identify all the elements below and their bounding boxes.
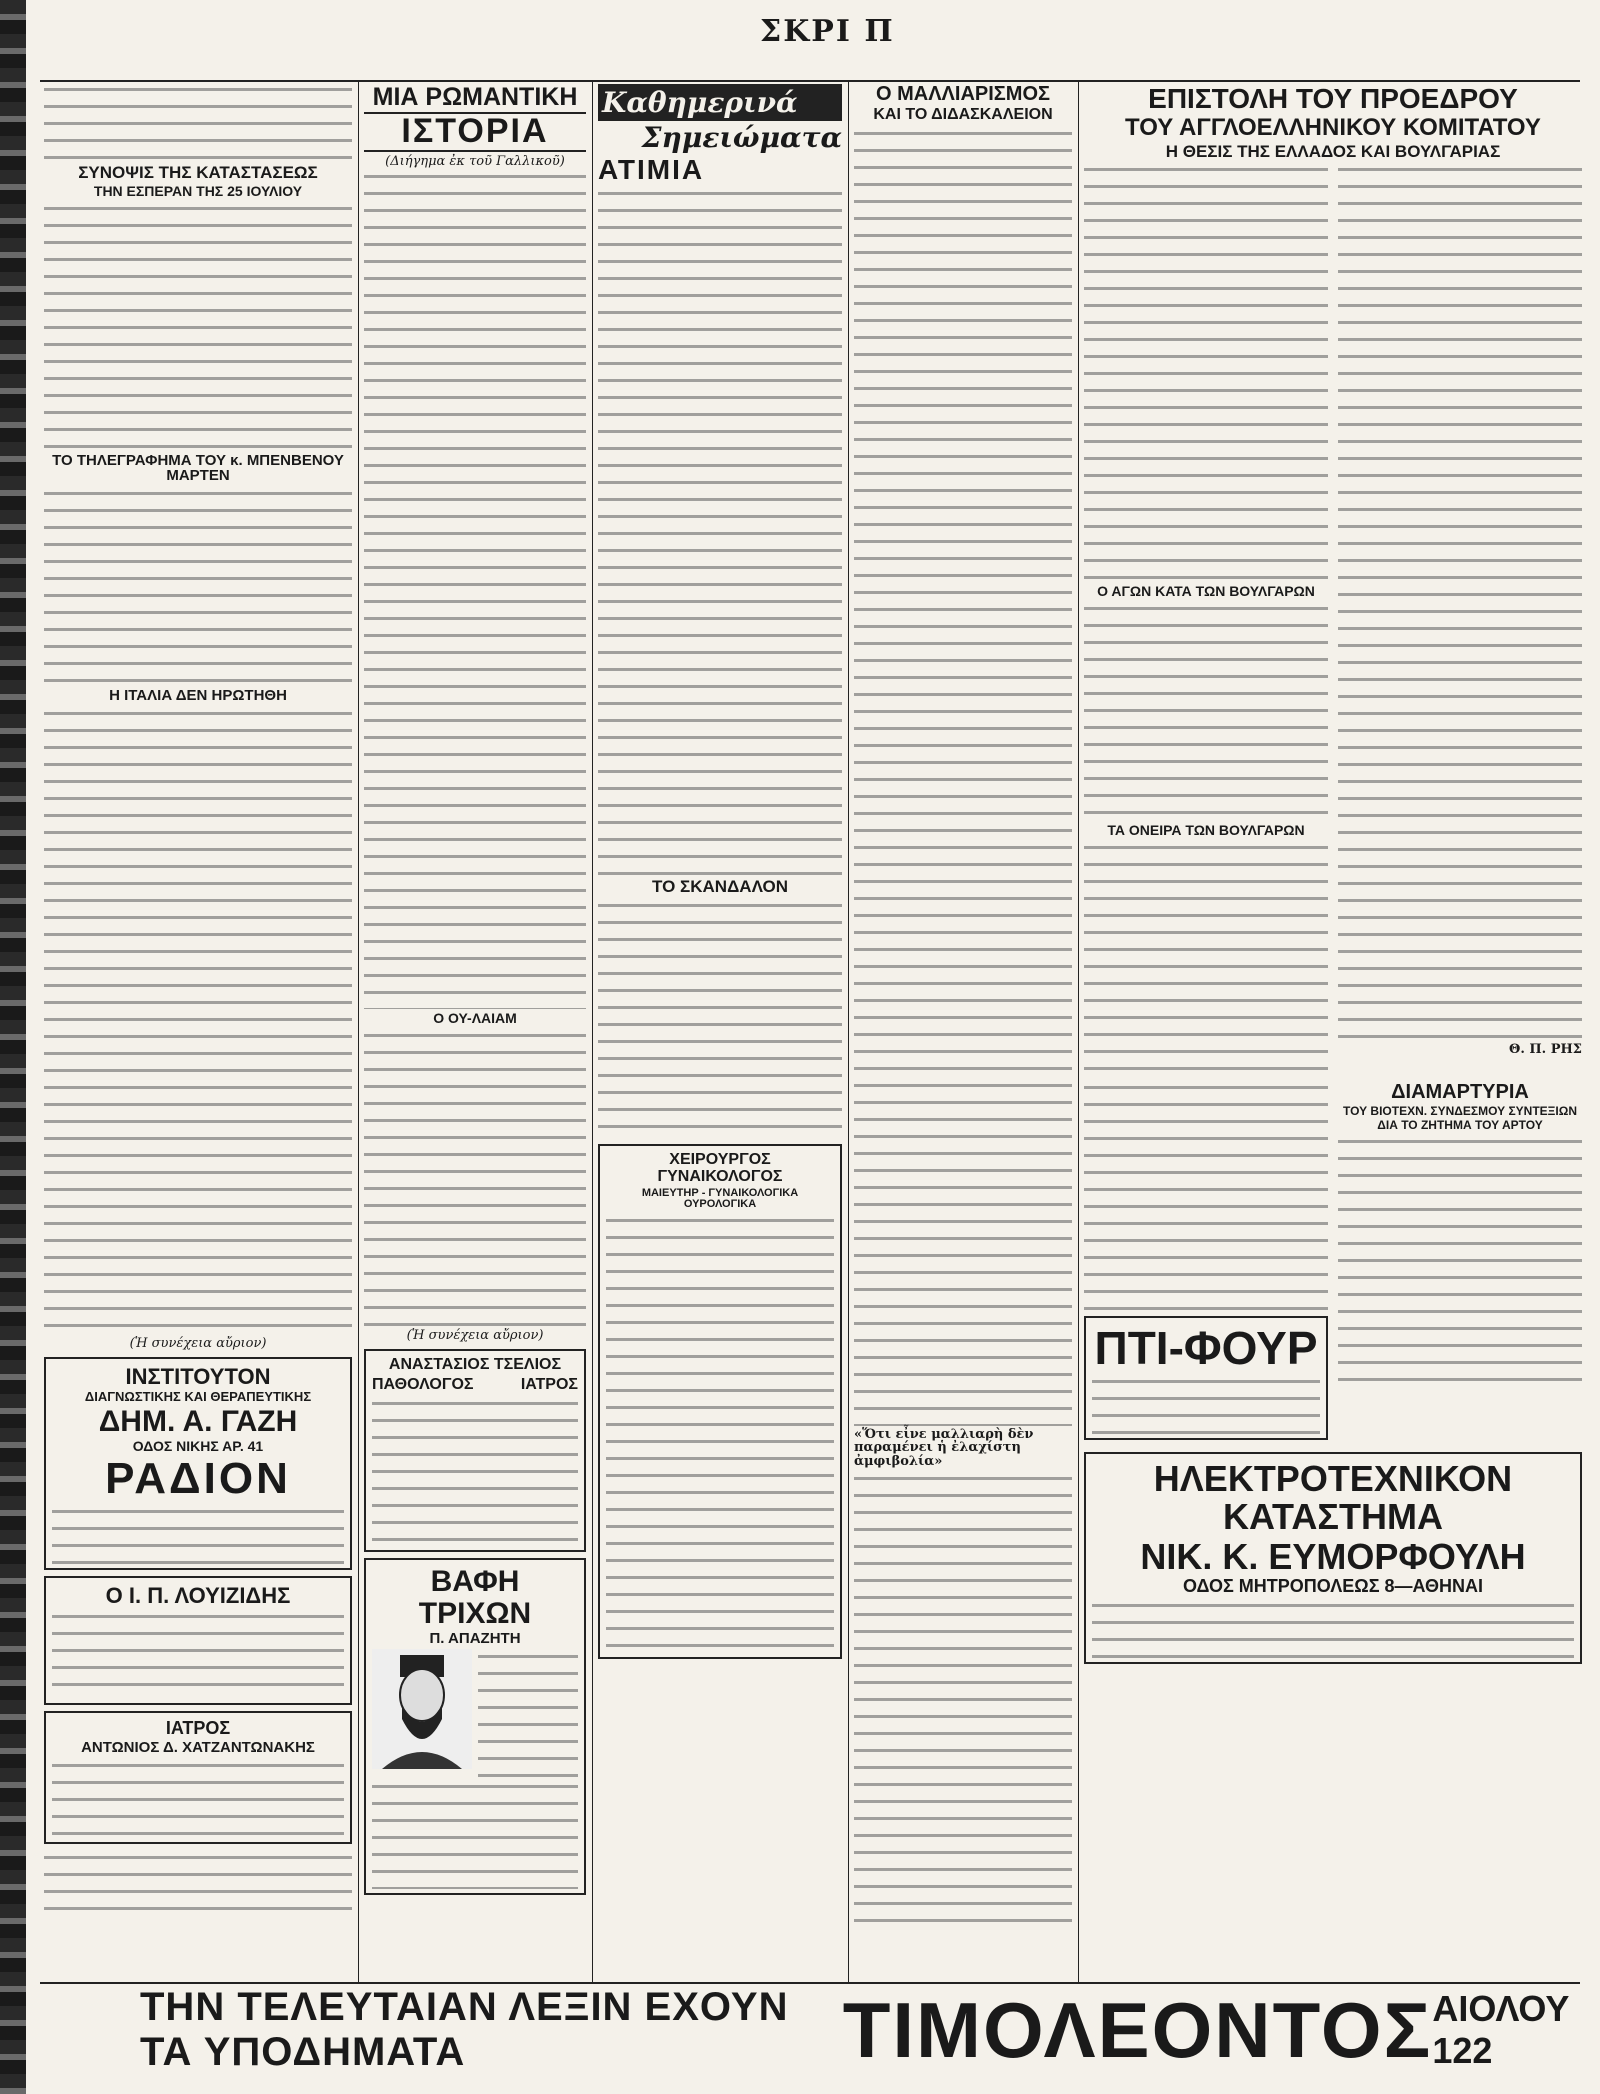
story-subtitle: (Διήγημα ἐκ τοῦ Γαλλικοῦ): [385, 153, 565, 169]
ad-text: [1092, 1374, 1320, 1434]
ad-chatzantonakis-name: ΑΝΤΩΝΙΟΣ Δ. ΧΑΤΖΑΝΤΩΝΑΚΗΣ: [81, 1738, 315, 1756]
footer-slogan: ΤΗΝ ΤΕΛΕΥΤΑΙΑΝ ΛΕΞΙΝ ΕΧΟΥΝ ΤΑ ΥΠΟΔΗΜΑΤΑ: [140, 1985, 789, 2074]
ad-louizidis-name: Ο Ι. Π. ΛΟΥΙΖΙΔΗΣ: [105, 1582, 291, 1608]
column-rule: [848, 82, 849, 1982]
section-ou-lai-am: Ο ΟΥ-ΛΑΙΑΜ: [433, 1009, 517, 1026]
headline-notes: Σημειώματα: [641, 121, 842, 155]
subheadline-bread: ΔΙΑ ΤΟ ΖΗΤΗΜΑ ΤΟΥ ΑΡΤΟΥ: [1377, 1118, 1543, 1133]
headline-protest: ΔΙΑΜΑΡΤΥΡΙΑ: [1391, 1080, 1529, 1103]
headline-teachers-college: ΚΑΙ ΤΟ ΔΙΔΑΣΚΑΛΕΙΟΝ: [873, 106, 1053, 123]
article-text: [1084, 1080, 1328, 1310]
article-text: [364, 1028, 586, 1328]
ad-radium: ΡΑΔΙΟΝ: [105, 1453, 291, 1503]
headline-romantic: ΜΙΑ ΡΩΜΑΝΤΙΚΗ: [372, 83, 578, 111]
ad-tselios: [364, 1349, 586, 1553]
headline-infamy: ΑΤΙΜΙΑ: [598, 153, 705, 185]
page-folio: ΣΚΡΙ Π: [760, 14, 895, 49]
column-3: [598, 82, 842, 1980]
pull-quote: «Ὅτι εἶνε μαλλιαρὴ δὲν παραμένει ἡ ἐλαχίστη ἀμφιβολία»: [854, 1426, 1034, 1470]
article-text: [598, 186, 842, 876]
footer-advertisement: [140, 1985, 1580, 2074]
ad-text: [52, 1758, 344, 1838]
ad-institute-title: ΙΝΣΤΙΤΟΥΤΟΝ: [125, 1363, 271, 1389]
ad-hair-dye: [364, 1558, 586, 1895]
column-5: [1084, 82, 1582, 1980]
lower-section: [1084, 1080, 1582, 1446]
article-text: [44, 486, 352, 686]
portrait-illustration: [372, 1649, 472, 1769]
headline-struggle: Ο ΑΓΩΝ ΚΑΤΑ ΤΩΝ ΒΟΥΛΓΑΡΩΝ: [1097, 583, 1315, 600]
footer-address: ΑΙΟΛΟΥ 122: [1432, 1988, 1570, 2071]
continuation-note: (Ἡ συνέχεια αὔριον): [129, 1335, 267, 1351]
article-text: [44, 82, 352, 162]
article-text: [1338, 1134, 1582, 1394]
article-text: [44, 706, 352, 1336]
headline-position: Η ΘΕΣΙΣ ΤΗΣ ΕΛΛΑΔΟΣ ΚΑΙ ΒΟΥΛΓΑΡΙΑΣ: [1165, 141, 1501, 161]
binding-edge: [0, 0, 26, 2094]
ad-petit-four: [1084, 1316, 1328, 1440]
ad-surgeon-subtitle: ΜΑΙΕΥΤΗΡ - ΓΥΝΑΙΚΟΛΟΓΙΚΑ ΟΥΡΟΛΟΓΙΚΑ: [641, 1186, 799, 1211]
article-text: [44, 201, 352, 451]
ad-text: [1092, 1598, 1574, 1658]
ad-electrical-title: ΗΛΕΚΤΡΟΤΕΧΝΙΚΟΝ ΚΑΤΑΣΤΗΜΑ: [1153, 1458, 1513, 1537]
ad-electrical-name: ΝΙΚ. Κ. ΕΥΜΟΡΦΟΥΛΗ: [1140, 1535, 1526, 1577]
ad-text: [44, 1850, 352, 1920]
headline-italy: Η ΙΤΑΛΙΑ ΔΕΝ ΗΡΩΤΗΘΗ: [109, 687, 287, 705]
headline-letter: ΕΠΙΣΤΟΛΗ ΤΟΥ ΠΡΟΕΔΡΟΥ: [1148, 83, 1518, 114]
ad-tselios-role: ΠΑΘΟΛΟΓΟΣ: [372, 1376, 474, 1394]
ad-text: [52, 1609, 344, 1699]
signature: Θ. Π. ΡΗΣ: [1509, 1042, 1582, 1058]
column-rule: [358, 82, 359, 1982]
column-rule: [1078, 82, 1079, 1982]
ad-text: [372, 1396, 578, 1546]
article-text: [854, 126, 1072, 1426]
headline-story: ΙΣΤΟΡΙΑ: [364, 112, 586, 152]
ad-text: [372, 1779, 578, 1889]
ad-petit-four-title: ΠΤΙ-ΦΟΥΡ: [1094, 1321, 1318, 1374]
column-4: [854, 82, 1072, 1980]
article-text: [364, 169, 586, 1009]
ad-tselios-role: ΙΑΤΡΟΣ: [520, 1376, 578, 1394]
ad-louizidis: [44, 1576, 352, 1705]
column-rule: [592, 82, 593, 1982]
ad-chatzantonakis: [44, 1711, 352, 1844]
ad-institute-street: ΟΔΟΣ ΝΙΚΗΣ ΑΡ. 41: [132, 1438, 264, 1455]
two-column-body: [1084, 162, 1582, 1069]
article-text: [854, 1471, 1072, 1931]
column-1: [44, 82, 352, 1980]
headline-scandal: ΤΟ ΣΚΑΝΔΑΛΟΝ: [652, 877, 788, 897]
article-text: [1338, 162, 1582, 1042]
ad-text: [606, 1213, 834, 1653]
continuation-note: (Ἡ συνέχεια αὔριον): [406, 1327, 544, 1343]
article-text: [1084, 840, 1328, 1070]
headline-synopsis: ΣΥΝΟΨΙΣ ΤΗΣ ΚΑΤΑΣΤΑΣΕΩΣ: [78, 163, 318, 182]
ad-hair-dye-title: ΒΑΦΗ ΤΡΙΧΩΝ: [418, 1565, 532, 1630]
ad-tselios-name: ΑΝΑΣΤΑΣΙΟΣ ΤΣΕΛΙΟΣ: [388, 1355, 562, 1373]
ad-institute-name: ΔΗΜ. Α. ΓΑΖΗ: [98, 1404, 298, 1438]
article-text: [1084, 601, 1328, 821]
headline-malliarismos: Ο ΜΑΛΛΙΑΡΙΣΜΟΣ: [875, 83, 1050, 105]
ad-institute: [44, 1357, 352, 1570]
ad-text: [478, 1649, 578, 1779]
ad-electrical-address: ΟΔΟΣ ΜΗΤΡΟΠΟΛΕΩΣ 8—ΑΘΗΝΑΙ: [1182, 1576, 1484, 1597]
ad-hair-dye-brand: Π. ΑΠΑΖΗΤΗ: [429, 1630, 521, 1648]
footer-brand: ΤΙΜΟΛΕΟΝΤΟΣ: [842, 1985, 1433, 2074]
column-2: [364, 82, 586, 1980]
subheadline-date: ΤΗΝ ΕΣΠΕΡΑΝ ΤΗΣ 25 ΙΟΥΛΙΟΥ: [93, 182, 303, 199]
ad-surgeon: [598, 1144, 842, 1659]
ad-chatzantonakis-role: ΙΑΤΡΟΣ: [165, 1717, 231, 1738]
headline-dreams: ΤΑ ΟΝΕΙΡΑ ΤΩΝ ΒΟΥΛΓΑΡΩΝ: [1107, 822, 1305, 839]
headline-telegram: ΤΟ ΤΗΛΕΓΡΑΦΗΜΑ ΤΟΥ κ. ΜΠΕΝΒΕΝΟΥ ΜΑΡΤΕΝ: [52, 451, 344, 485]
article-text: [1084, 162, 1328, 582]
ad-electrical-shop: [1084, 1452, 1582, 1664]
ad-surgeon-title: ΧΕΙΡΟΥΡΓΟΣ ΓΥΝΑΙΚΟΛΟΓΟΣ: [657, 1151, 783, 1185]
article-text: [598, 898, 842, 1138]
ad-institute-subtitle: ΔΙΑΓΝΩΣΤΙΚΗΣ ΚΑΙ ΘΕΡΑΠΕΥΤΙΚΗΣ: [84, 1388, 312, 1404]
ad-text: [52, 1504, 344, 1564]
subheadline-protest: ΤΟΥ ΒΙΟΤΕΧΝ. ΣΥΝΔΕΣΜΟΥ ΣΥΝΤΕΞΙΩΝ: [1342, 1103, 1578, 1118]
headline-daily: Καθημερινά: [598, 84, 842, 121]
headline-committee: ΤΟΥ ΑΓΓΛΟΕΛΛΗΝΙΚΟΥ ΚΟΜΙΤΑΤΟΥ: [1125, 114, 1541, 142]
